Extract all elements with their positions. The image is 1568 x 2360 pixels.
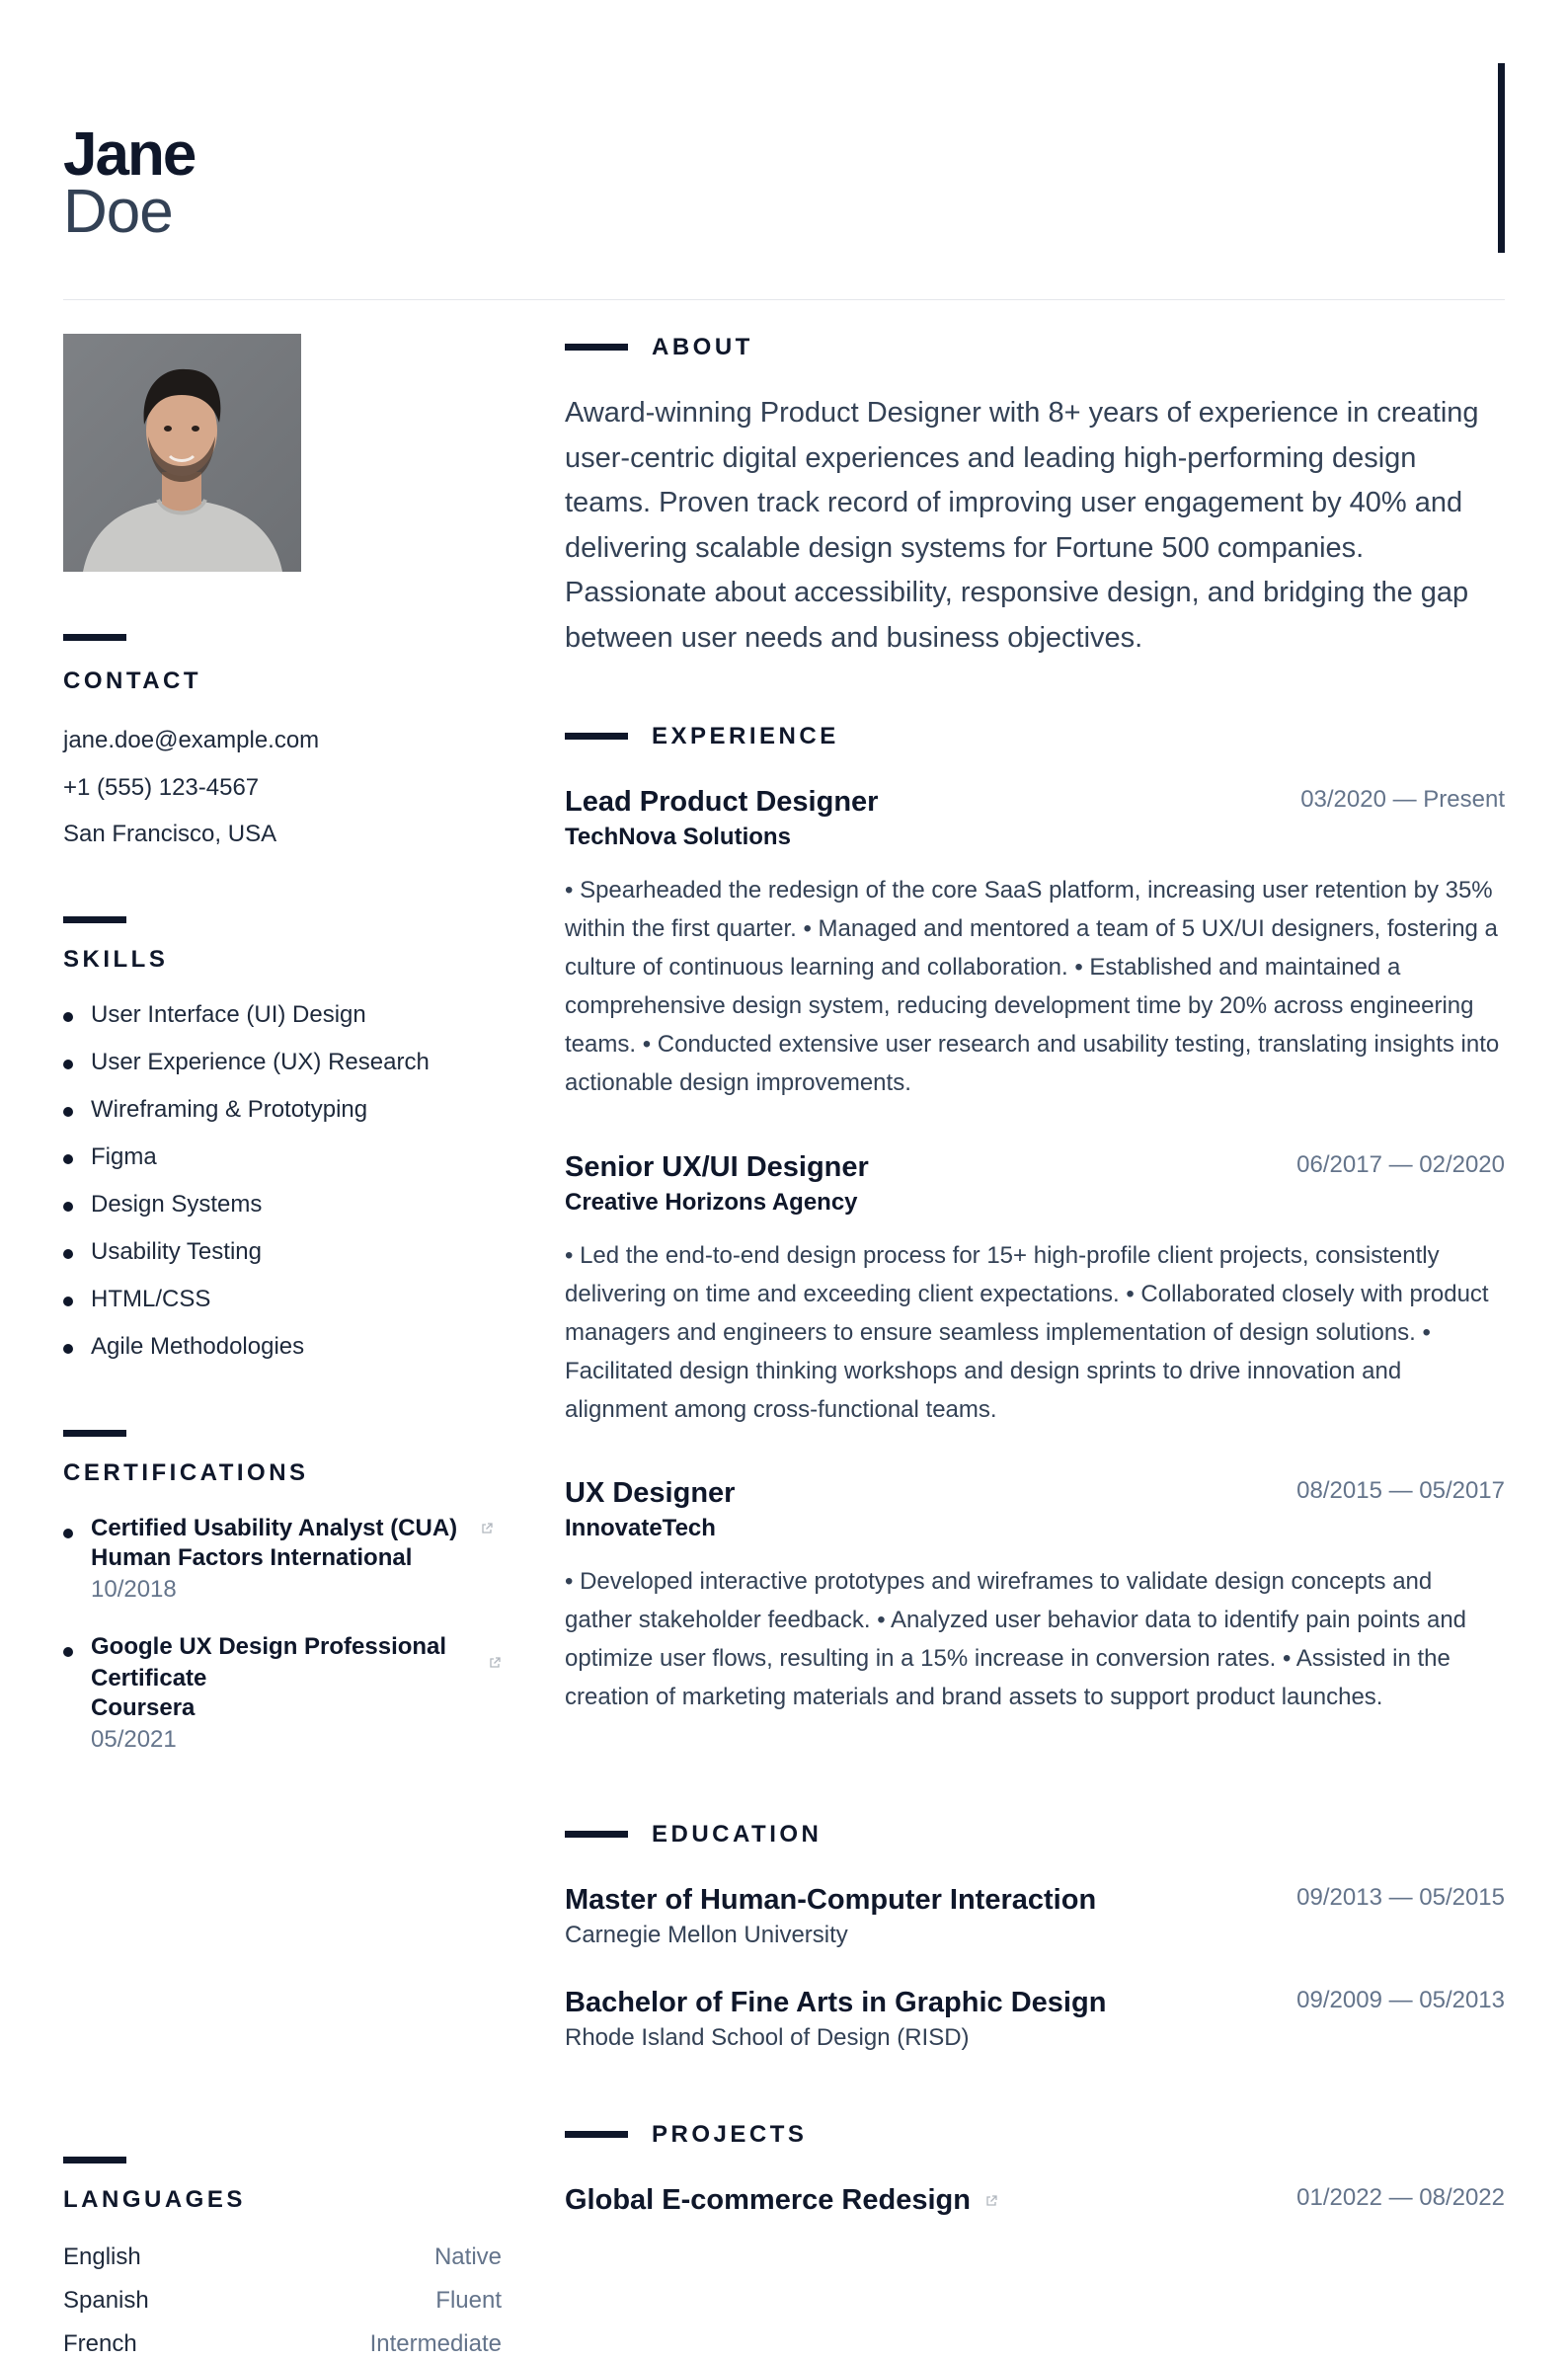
section-accent-bar xyxy=(63,1430,126,1437)
job-company: InnovateTech xyxy=(565,1515,716,1541)
section-title: PROJECTS xyxy=(652,2121,808,2148)
bullet-icon xyxy=(63,1647,73,1657)
language-row xyxy=(63,2287,502,2317)
section-accent-bar xyxy=(565,1831,628,1838)
external-link-icon[interactable] xyxy=(488,1656,502,1670)
contact-section xyxy=(63,634,320,847)
resume-page xyxy=(63,0,1505,2357)
about-text: Award-winning Product Designer with 8+ years of experience in creating user-centric digital experiences and leading high-performing design teams. Proven track record of improving user engagement by 40% and delivering scalable design systems for Fortune 500 companies. Passionate about accessibility, responsive design, and bridging the gap between user needs and business objectives. xyxy=(565,397,1479,654)
header-accent-bar xyxy=(1498,63,1505,253)
job-description: • Spearheaded the redesign of the core SaaS platform, increasing user retention by 35% within the first quarter. • Managed and mentored a team of 5 UX/UI designers, fostering a culture of continuous learning and collaboration. • Established and maintained a comprehensive design system, reducing development time by 20% across engineering teams. • Conducted extensive user research and usability testing, translating insights into actionable design improvements. xyxy=(565,877,1500,1096)
bullet-icon xyxy=(63,1060,73,1069)
bullet-icon xyxy=(63,1012,73,1022)
certification-date: 05/2021 xyxy=(91,1726,177,1753)
certification-issuer: Coursera xyxy=(91,1694,196,1721)
certification-issuer: Human Factors International xyxy=(91,1544,413,1571)
first-name: Jane xyxy=(63,120,196,189)
last-name: Doe xyxy=(63,178,173,246)
contact-phone[interactable]: +1 (555) 123-4567 xyxy=(63,774,260,801)
section-title: ABOUT xyxy=(652,334,753,360)
certification-name[interactable]: Certified Usability Analyst (CUA) xyxy=(91,1515,458,1541)
section-title: SKILLS xyxy=(63,946,169,973)
education-dates: 09/2013 — 05/2015 xyxy=(1296,1884,1505,1911)
job-company: Creative Horizons Agency xyxy=(565,1189,858,1216)
language-level: Intermediate xyxy=(369,2330,502,2357)
contact-location: San Francisco, USA xyxy=(63,821,277,847)
education-degree: Bachelor of Fine Arts in Graphic Design xyxy=(565,1987,1107,2018)
job-description: • Developed interactive prototypes and wireframes to validate design concepts and gather stakeholder feedback. • Analyzed user behavior data to identify pain points and optimize user flows, resulting in a 15% increase in conversion rates. • Assisted in the creation of marketing materials and brand assets to support product launches. xyxy=(565,1568,1467,1710)
language-level: Fluent xyxy=(435,2287,502,2314)
section-accent-bar xyxy=(63,916,126,923)
section-accent-bar xyxy=(565,2131,628,2138)
language-row xyxy=(63,2243,502,2273)
education-school: Carnegie Mellon University xyxy=(565,1922,848,1948)
bullet-icon xyxy=(63,1107,73,1117)
section-title: EXPERIENCE xyxy=(652,723,839,749)
job-title: Lead Product Designer xyxy=(565,786,879,818)
bullet-icon xyxy=(63,1202,73,1212)
job-company: TechNova Solutions xyxy=(565,824,791,850)
skills-section: SKILLS User Interface (UI) Design User Experience (UX) Research Wireframing & Prototyping Figma Design Systems Usability Testing HTML/CSS Agile Methodologies xyxy=(63,916,502,923)
language-name: Spanish xyxy=(63,2287,149,2314)
language-name: French xyxy=(63,2330,137,2357)
certification-name[interactable]: Google UX Design Professional Certificate xyxy=(91,1633,447,1691)
section-accent-bar xyxy=(63,634,126,641)
contact-email[interactable]: jane.doe@example.com xyxy=(63,727,320,753)
language-row xyxy=(63,2330,502,2360)
certification-date: 10/2018 xyxy=(91,1576,177,1603)
profile-photo xyxy=(63,334,301,572)
bullet-icon xyxy=(63,1529,73,1538)
name-header xyxy=(63,120,196,246)
section-accent-bar xyxy=(565,733,628,740)
job-title: Senior UX/UI Designer xyxy=(565,1151,869,1183)
section-title: CONTACT xyxy=(63,668,202,694)
bullet-icon xyxy=(63,1297,73,1306)
bullet-icon xyxy=(63,1249,73,1259)
section-title: CERTIFICATIONS xyxy=(63,1459,309,1486)
project-dates: 01/2022 — 08/2022 xyxy=(1296,2184,1505,2211)
education-degree: Master of Human-Computer Interaction xyxy=(565,1884,1097,1916)
job-title: UX Designer xyxy=(565,1477,736,1509)
section-accent-bar xyxy=(63,2157,126,2163)
job-dates: 03/2020 — Present xyxy=(1300,786,1505,813)
project-name[interactable]: Global E-commerce Redesign xyxy=(565,2184,998,2217)
education-school: Rhode Island School of Design (RISD) xyxy=(565,2024,970,2051)
profile-photo-image xyxy=(63,334,301,572)
job-description: • Led the end-to-end design process for 15+ high-profile client projects, consistently delivering on time and exceeding client expectations. • Collaborated closely with product managers and engineers to ensure seamless implementation of design solutions. • Facilitated design thinking workshops and design sprints to drive innovation and alignment among cross-functional teams. xyxy=(565,1242,1489,1423)
certifications-section xyxy=(63,1430,502,1753)
bullet-icon xyxy=(63,1154,73,1164)
external-link-icon[interactable] xyxy=(984,2194,998,2208)
education-dates: 09/2009 — 05/2013 xyxy=(1296,1987,1505,2013)
section-accent-bar xyxy=(565,344,628,351)
language-name: English xyxy=(63,2243,141,2270)
languages-section xyxy=(63,2157,502,2357)
section-title: EDUCATION xyxy=(652,1821,823,1848)
external-link-icon[interactable] xyxy=(480,1522,494,1535)
job-dates: 08/2015 — 05/2017 xyxy=(1296,1477,1505,1504)
job-dates: 06/2017 — 02/2020 xyxy=(1296,1151,1505,1178)
bullet-icon xyxy=(63,1344,73,1354)
header-divider xyxy=(63,299,1505,300)
language-level: Native xyxy=(433,2243,502,2270)
section-title: LANGUAGES xyxy=(63,2186,246,2213)
